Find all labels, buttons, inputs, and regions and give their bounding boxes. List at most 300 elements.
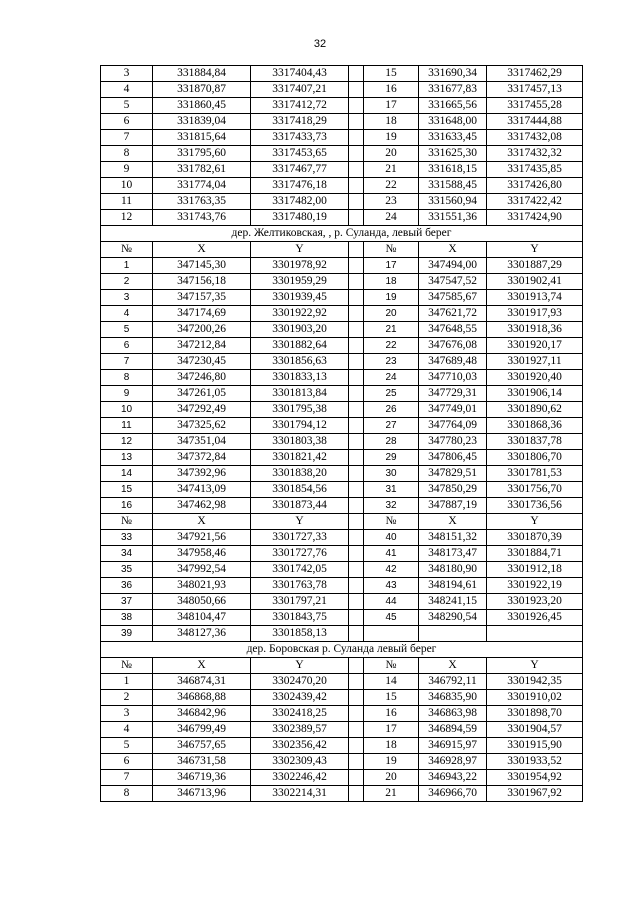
y-coordinate: 3317418,29 [251,114,349,130]
point-number: 10 [101,178,153,194]
table-row [101,194,583,210]
x-coordinate: 346915,97 [419,738,487,754]
x-coordinate: 347325,62 [153,418,251,434]
point-number: 17 [364,722,419,738]
y-coordinate: 3301837,78 [487,434,583,450]
column-gap [349,82,364,98]
column-gap [349,146,364,162]
y-coordinate: 3317482,00 [251,194,349,210]
table-row [101,706,583,722]
y-coordinate: 3302439,42 [251,690,349,706]
y-coordinate: 3301843,75 [251,610,349,626]
point-number: 23 [364,354,419,370]
x-coordinate: 346943,22 [419,770,487,786]
table-row [101,754,583,770]
y-coordinate: 3301920,40 [487,370,583,386]
point-number: 14 [364,674,419,690]
point-number: 26 [364,402,419,418]
point-number: 6 [101,754,153,770]
x-coordinate: 347392,96 [153,466,251,482]
point-number: 11 [101,194,153,210]
point-number: 30 [364,466,419,482]
x-coordinate: 347156,18 [153,274,251,290]
table-row [101,738,583,754]
x-coordinate [419,626,487,642]
column-gap [349,562,364,578]
y-coordinate: 3301917,93 [487,306,583,322]
point-number: 23 [364,194,419,210]
y-coordinate: Y [251,514,349,530]
column-gap [349,130,364,146]
point-number: 35 [101,562,153,578]
column-gap [349,370,364,386]
point-number: 2 [101,690,153,706]
column-gap [349,482,364,498]
y-coordinate: 3317424,90 [487,210,583,226]
point-number: 9 [101,162,153,178]
y-coordinate: 3317467,77 [251,162,349,178]
point-number: 19 [364,130,419,146]
y-coordinate: 3301923,20 [487,594,583,610]
table-row [101,354,583,370]
table-row [101,722,583,738]
column-gap [349,338,364,354]
y-coordinate: 3301902,41 [487,274,583,290]
point-number: 9 [101,386,153,402]
point-number: 15 [101,482,153,498]
y-coordinate: 3301838,20 [251,466,349,482]
column-gap [349,114,364,130]
y-coordinate: 3301927,11 [487,354,583,370]
y-coordinate: 3301803,38 [251,434,349,450]
y-coordinate: 3301781,53 [487,466,583,482]
x-coordinate: 331743,76 [153,210,251,226]
x-coordinate: 331763,35 [153,194,251,210]
table-row [101,610,583,626]
point-number: 2 [101,274,153,290]
column-gap [349,594,364,610]
y-coordinate: 3301906,14 [487,386,583,402]
x-coordinate: 347749,01 [419,402,487,418]
table-row [101,178,583,194]
point-number: 21 [364,162,419,178]
x-coordinate: 347621,72 [419,306,487,322]
point-number: 21 [364,322,419,338]
column-gap [349,770,364,786]
y-coordinate: 3302389,57 [251,722,349,738]
point-number: 24 [364,210,419,226]
point-number: 6 [101,338,153,354]
column-gap [349,626,364,642]
x-coordinate: X [419,514,487,530]
point-number: 12 [101,210,153,226]
column-gap [349,242,364,258]
point-number: № [364,658,419,674]
y-coordinate: 3317462,29 [487,66,583,82]
point-number: 28 [364,434,419,450]
point-number: 10 [101,402,153,418]
x-coordinate: 346799,49 [153,722,251,738]
section-title: дер. Боровская р. Суланда левый берег [101,642,583,658]
point-number: 8 [101,786,153,802]
y-coordinate: 3301794,12 [251,418,349,434]
x-coordinate: 347676,08 [419,338,487,354]
table-row [101,98,583,114]
table-row [101,674,583,690]
table-row [101,530,583,546]
x-coordinate: 346792,11 [419,674,487,690]
point-number: 21 [364,786,419,802]
point-number: 33 [101,530,153,546]
x-coordinate: 346757,65 [153,738,251,754]
x-coordinate: 347351,04 [153,434,251,450]
x-coordinate: 331665,56 [419,98,487,114]
point-number: 20 [364,306,419,322]
point-number: 19 [364,754,419,770]
y-coordinate: 3301942,35 [487,674,583,690]
y-coordinate: 3301978,92 [251,258,349,274]
column-gap [349,498,364,514]
table-row [101,306,583,322]
point-number: 7 [101,770,153,786]
y-coordinate: 3317444,88 [487,114,583,130]
x-coordinate: 347958,46 [153,546,251,562]
x-coordinate: 331618,15 [419,162,487,178]
table-row [101,786,583,802]
y-coordinate: 3301856,63 [251,354,349,370]
column-gap [349,162,364,178]
y-coordinate: 3301926,45 [487,610,583,626]
column-gap [349,674,364,690]
table-header-row [101,514,583,530]
table-row [101,434,583,450]
x-coordinate: 331782,61 [153,162,251,178]
point-number: 22 [364,178,419,194]
column-gap [349,610,364,626]
table-row [101,210,583,226]
y-coordinate: 3301890,62 [487,402,583,418]
y-coordinate: 3317435,85 [487,162,583,178]
x-coordinate: X [419,658,487,674]
column-gap [349,274,364,290]
x-coordinate: 331815,64 [153,130,251,146]
y-coordinate: 3317453,65 [251,146,349,162]
y-coordinate: 3301882,64 [251,338,349,354]
point-number: 7 [101,130,153,146]
table-row [101,562,583,578]
point-number: 7 [101,354,153,370]
table-row [101,114,583,130]
column-gap [349,546,364,562]
x-coordinate: 346713,96 [153,786,251,802]
x-coordinate: 348127,36 [153,626,251,642]
x-coordinate: 348173,47 [419,546,487,562]
x-coordinate: 347764,09 [419,418,487,434]
table-row [101,66,583,82]
column-gap [349,690,364,706]
y-coordinate: 3317407,21 [251,82,349,98]
column-gap [349,178,364,194]
x-coordinate: 331551,36 [419,210,487,226]
x-coordinate: X [153,242,251,258]
x-coordinate: 347710,03 [419,370,487,386]
point-number: 6 [101,114,153,130]
point-number: 19 [364,290,419,306]
y-coordinate: 3302214,31 [251,786,349,802]
point-number: 36 [101,578,153,594]
x-coordinate: 347261,05 [153,386,251,402]
x-coordinate: 346863,98 [419,706,487,722]
x-coordinate: 331588,45 [419,178,487,194]
point-number: 39 [101,626,153,642]
y-coordinate: 3301884,71 [487,546,583,562]
coordinates-table [100,65,583,802]
column-gap [349,66,364,82]
y-coordinate: 3301939,45 [251,290,349,306]
x-coordinate: 348050,66 [153,594,251,610]
column-gap [349,434,364,450]
column-gap [349,194,364,210]
x-coordinate: 331677,83 [419,82,487,98]
y-coordinate: 3301922,92 [251,306,349,322]
y-coordinate: 3317432,08 [487,130,583,146]
y-coordinate: 3301795,38 [251,402,349,418]
table-row [101,418,583,434]
point-number: 17 [364,258,419,274]
x-coordinate: 346719,36 [153,770,251,786]
x-coordinate: 347462,98 [153,498,251,514]
x-coordinate: X [153,514,251,530]
y-coordinate: 3301915,90 [487,738,583,754]
table-row [101,546,583,562]
x-coordinate: 348151,32 [419,530,487,546]
y-coordinate: 3301887,29 [487,258,583,274]
x-coordinate: 346835,90 [419,690,487,706]
point-number: 13 [101,450,153,466]
x-coordinate: 331690,34 [419,66,487,82]
y-coordinate: 3301813,84 [251,386,349,402]
section-title: дер. Желтиковская, , р. Суланда, левый берег [101,226,583,242]
table-row [101,578,583,594]
column-gap [349,530,364,546]
table-row [101,290,583,306]
table-row [101,690,583,706]
table-row [101,482,583,498]
y-coordinate: Y [487,658,583,674]
y-coordinate: 3301854,56 [251,482,349,498]
x-coordinate: X [419,242,487,258]
y-coordinate: 3301870,39 [487,530,583,546]
point-number: 29 [364,450,419,466]
table-row [101,594,583,610]
point-number: 3 [101,66,153,82]
column-gap [349,514,364,530]
point-number: 5 [101,98,153,114]
column-gap [349,722,364,738]
y-coordinate: 3317480,19 [251,210,349,226]
point-number: 17 [364,98,419,114]
point-number: 15 [364,66,419,82]
table-row [101,162,583,178]
y-coordinate: 3301873,44 [251,498,349,514]
point-number: 8 [101,370,153,386]
point-number: 22 [364,338,419,354]
table-row [101,258,583,274]
table-header-row [101,658,583,674]
x-coordinate: 347372,84 [153,450,251,466]
column-gap [349,354,364,370]
y-coordinate: 3301920,17 [487,338,583,354]
point-number: 5 [101,322,153,338]
y-coordinate: 3301913,74 [487,290,583,306]
y-coordinate: 3302356,42 [251,738,349,754]
x-coordinate: 347921,56 [153,530,251,546]
x-coordinate: 347246,80 [153,370,251,386]
y-coordinate: 3301821,42 [251,450,349,466]
y-coordinate: 3301742,05 [251,562,349,578]
x-coordinate: 348021,93 [153,578,251,594]
y-coordinate: 3302309,43 [251,754,349,770]
y-coordinate: 3301898,70 [487,706,583,722]
table-row [101,146,583,162]
table-row [101,402,583,418]
point-number: № [101,514,153,530]
y-coordinate: 3301967,92 [487,786,583,802]
y-coordinate: 3301763,78 [251,578,349,594]
table-row [101,386,583,402]
column-gap [349,706,364,722]
x-coordinate: 347145,30 [153,258,251,274]
point-number: 31 [364,482,419,498]
x-coordinate: 331560,94 [419,194,487,210]
x-coordinate: 346894,59 [419,722,487,738]
y-coordinate: 3317433,73 [251,130,349,146]
x-coordinate: 331870,87 [153,82,251,98]
point-number: 4 [101,82,153,98]
y-coordinate: 3301912,18 [487,562,583,578]
y-coordinate: 3317457,13 [487,82,583,98]
x-coordinate: 331860,45 [153,98,251,114]
table-row [101,338,583,354]
point-number: 16 [101,498,153,514]
y-coordinate: Y [487,514,583,530]
column-gap [349,754,364,770]
point-number: № [364,514,419,530]
x-coordinate: 347200,26 [153,322,251,338]
point-number: 1 [101,258,153,274]
x-coordinate: 346731,58 [153,754,251,770]
y-coordinate: 3301868,36 [487,418,583,434]
y-coordinate: Y [487,242,583,258]
y-coordinate: 3301918,36 [487,322,583,338]
x-coordinate: 331648,00 [419,114,487,130]
point-number: 20 [364,146,419,162]
column-gap [349,738,364,754]
y-coordinate: 3317426,80 [487,178,583,194]
x-coordinate: 348194,61 [419,578,487,594]
x-coordinate: 347212,84 [153,338,251,354]
x-coordinate: 331625,30 [419,146,487,162]
point-number: 20 [364,770,419,786]
x-coordinate: 348241,15 [419,594,487,610]
column-gap [349,258,364,274]
y-coordinate: 3301736,56 [487,498,583,514]
point-number: 38 [101,610,153,626]
point-number [364,626,419,642]
table-row [101,466,583,482]
point-number: 3 [101,290,153,306]
point-number: 15 [364,690,419,706]
y-coordinate: 3301959,29 [251,274,349,290]
table-row [101,130,583,146]
table-row [101,274,583,290]
y-coordinate: Y [251,242,349,258]
point-number: 18 [364,114,419,130]
table-row [101,770,583,786]
x-coordinate: 346874,31 [153,674,251,690]
point-number: 27 [364,418,419,434]
y-coordinate: 3301922,19 [487,578,583,594]
x-coordinate: 347230,45 [153,354,251,370]
x-coordinate: 348104,47 [153,610,251,626]
x-coordinate: 347494,00 [419,258,487,274]
point-number: 14 [101,466,153,482]
y-coordinate: 3301858,13 [251,626,349,642]
point-number: 45 [364,610,419,626]
y-coordinate: 3301756,70 [487,482,583,498]
column-gap [349,658,364,674]
point-number: 43 [364,578,419,594]
point-number: 42 [364,562,419,578]
point-number: 4 [101,306,153,322]
table-row [101,322,583,338]
y-coordinate: 3301806,70 [487,450,583,466]
y-coordinate: 3301910,02 [487,690,583,706]
table-row [101,626,583,642]
point-number: 16 [364,706,419,722]
x-coordinate: X [153,658,251,674]
column-gap [349,210,364,226]
y-coordinate: 3317432,32 [487,146,583,162]
point-number: 37 [101,594,153,610]
x-coordinate: 346966,70 [419,786,487,802]
column-gap [349,98,364,114]
y-coordinate: 3301933,52 [487,754,583,770]
point-number: 5 [101,738,153,754]
y-coordinate [487,626,583,642]
table-row [101,82,583,98]
y-coordinate: 3301727,33 [251,530,349,546]
point-number: 18 [364,274,419,290]
x-coordinate: 347413,09 [153,482,251,498]
column-gap [349,786,364,802]
x-coordinate: 331884,84 [153,66,251,82]
column-gap [349,578,364,594]
x-coordinate: 347174,69 [153,306,251,322]
x-coordinate: 347292,49 [153,402,251,418]
table-row [101,450,583,466]
column-gap [349,402,364,418]
x-coordinate: 331795,60 [153,146,251,162]
y-coordinate: 3301954,92 [487,770,583,786]
column-gap [349,386,364,402]
point-number: 32 [364,498,419,514]
y-coordinate: 3302246,42 [251,770,349,786]
point-number: 25 [364,386,419,402]
x-coordinate: 347850,29 [419,482,487,498]
table-header-row [101,242,583,258]
table-row [101,498,583,514]
